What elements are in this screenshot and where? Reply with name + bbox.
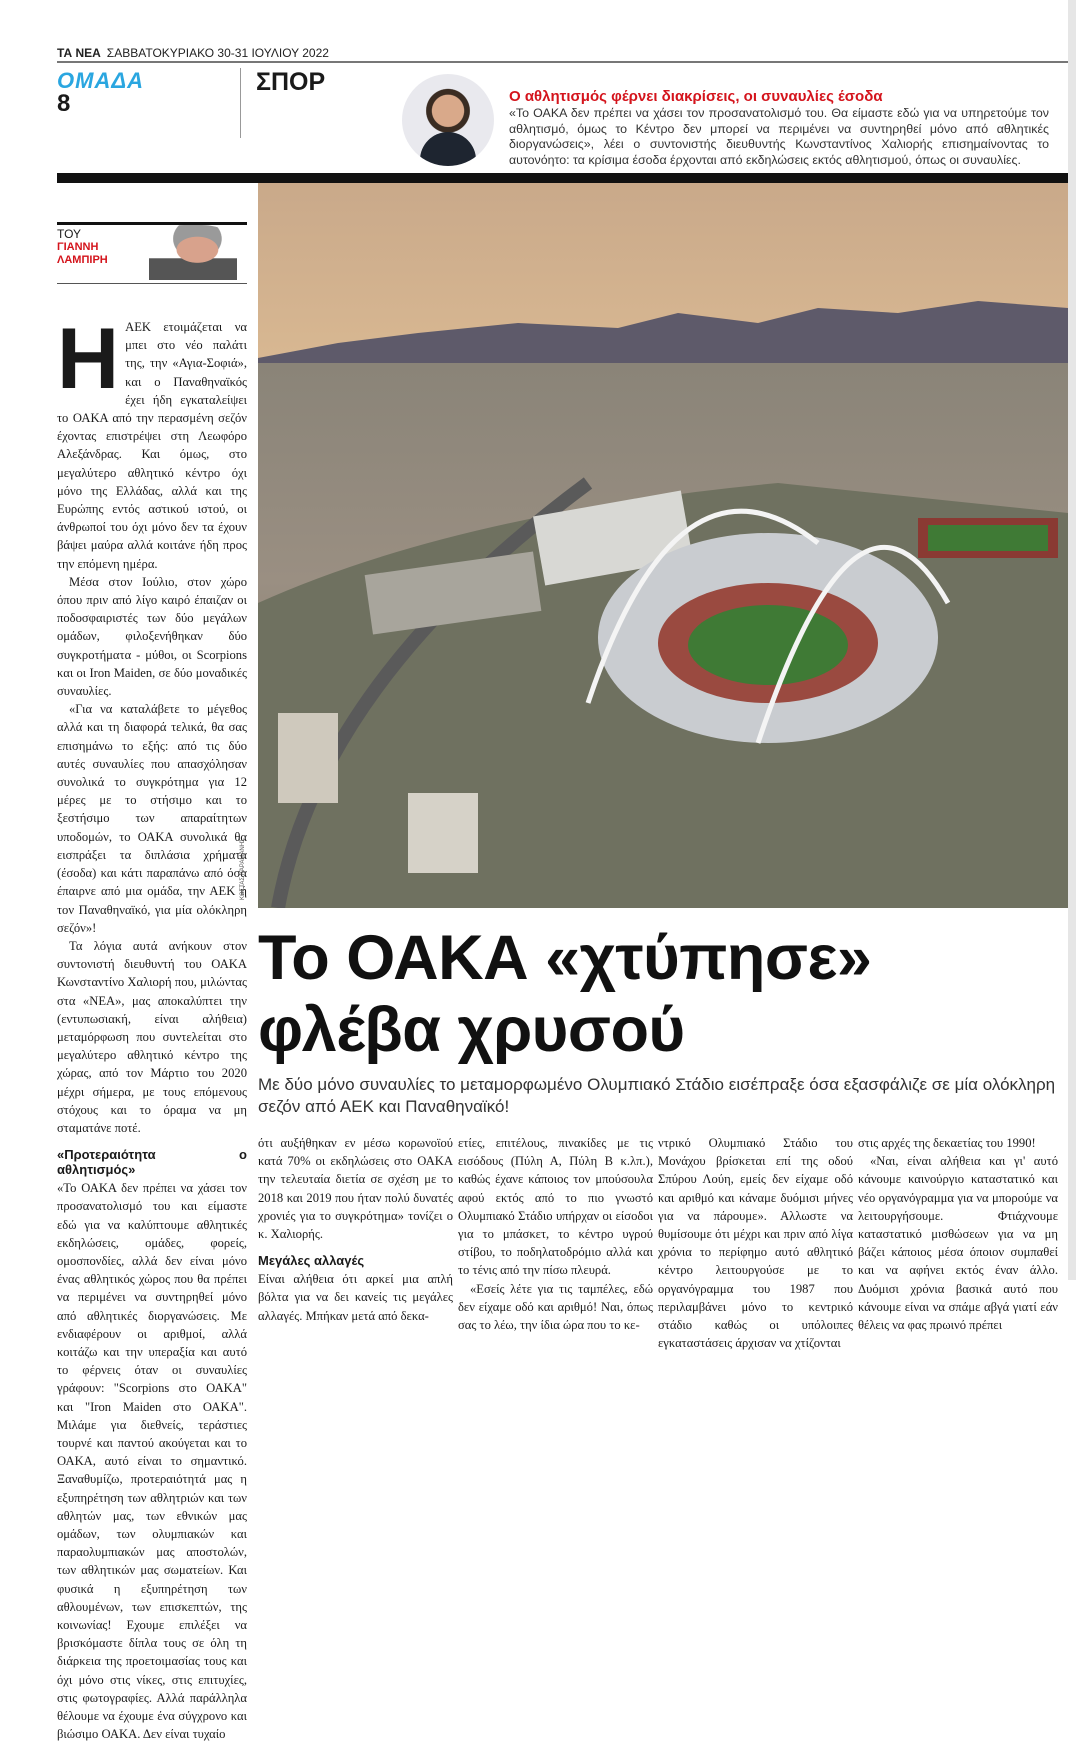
article-column-4	[658, 1134, 853, 1352]
divider	[57, 61, 1068, 63]
subtitle: Με δύο μόνο συναυλίες το μεταμορφωμένο Ολυμπιακό Στάδιο εισέπραξε όσα εξασφάλιζε σε μία ολόκληρη σεζόν από ΑΕΚ και Παναθηναϊκό!	[258, 1075, 1056, 1116]
pullquote-title: Ο αθλητισμός φέρνει διακρίσεις, οι συναυλίες έσοδα	[509, 88, 883, 105]
author-photo	[149, 225, 237, 280]
oaka-aerial-photo	[258, 183, 1068, 908]
subheading: Μεγάλες αλλαγές	[258, 1253, 365, 1269]
photo-illustration	[258, 183, 1068, 908]
author-name	[57, 241, 108, 267]
paragraph: «Ναι, είναι αλήθεια και γι' αυτό κάνουμε καινούργιο καταστατικό και νέο οργανόγραμμα για να μπορούμε να λειτουργήσουμε. Φτιάχνουμε καταστατικό μισθώσεων για να μη βάζει κάποιος μέσα όποιον συμπαθεί και να αφήνει εκτός έναν άλλο. Δυόμισι χρόνια βασικά αυτό που κάνουμε είναι να σπάμε αβγά γιατί εάν θέλεις να φας πρωινό πρέπει	[858, 1154, 1058, 1333]
headline-line: Το ΟΑΚΑ «χτύπησε»	[258, 923, 872, 993]
byline	[57, 222, 247, 284]
paragraph: ετίες, επιτέλους, πινακίδες με τις εισόδους (Πύλη Α, Πύλη Β κ.λπ.), καθώς έχανε κάποιος τον μπούσουλα αφού εκτός από το πιο γνωστό Ολυμπιακό Στάδιο υπήρχαν οι είσοδοι για το μπάσκετ, το κέντρο υγρού στίβου, το ποδηλατοδρόμιο αλλά και το τένις από την πίσω πλευρά.	[458, 1136, 653, 1278]
paragraph: ΑΕΚ ετοιμάζεται να μπει στο νέο παλάτι της, την «Αγια-Σοφιά», και ο Παναθηναϊκός έχει ήδη εγκαταλείψει το ΟΑΚΑ από την περασμένη σεζόν έχοντας επιστρέψει στη Λεωφόρο Αλεξάνδρας. Και όμως, στο μεγαλύτερο αθλητικό κέντρο όχι μόνο της Ελλάδας, αλλά και της Ευρώπης εντός αστικού ιστού, οι άνθρωποί του όχι μόνο δεν τα έχουν βάψει μαύρα αλλά κοιτάνε ήδη προς την επόμενη ημέρα.	[57, 320, 247, 571]
photo-credit: ΚΩΣΤΑΣ ΚΑΡΑΜΑΝΗΣ	[240, 838, 246, 900]
section-label: ΟΜΑΔΑ	[57, 68, 144, 93]
divider	[57, 173, 1068, 183]
subheading: «Προτεραιότητα ο αθλητισμός»	[57, 1147, 247, 1178]
headline	[258, 922, 871, 1066]
paragraph: Μέσα στον Ιούλιο, στον χώρο όπου πριν από λίγο καιρό έπαιζαν οι ποδοσφαιριστές των δύο μεγάλων ομάδων, φιλοξενήθηκαν δύο συγκροτήματα - μύθοι, οι Scorpions και οι Iron Maiden, σε δύο μοναδικές συναυλίες.	[57, 574, 247, 699]
paragraph: ντρικό Ολυμπιακό Στάδιο του Μονάχου βρίσκεται επί της οδού Σπύρου Λούη, εμείς δεν είχαμε οδό και αριθμό και κάναμε δυόμισι μήνες για να πάρουμε». Αλλωστε να θυμίσουμε ότι μέχρι και πριν από λίγα χρόνια το περίφημο αυτό αθλητικό κέντρο λειτουργούσε με το οργανόγραμμα του 1987 που περιλαμβάνει μόνο το κεντρικό στάδιο καθώς οι υπόλοιπες εγκαταστάσεις άρχισαν να χτίζονται	[658, 1136, 853, 1351]
masthead	[57, 46, 329, 60]
paragraph: Είναι αλήθεια ότι αρκεί μια απλή βόλτα για να δει κανείς τις μεγάλες αλλαγές. Μπήκαν μετά από δεκα-	[258, 1272, 453, 1323]
article-column-1	[57, 311, 247, 1743]
paper-name: ΤΑ ΝΕΑ	[57, 46, 101, 60]
author-first-name: ΓΙΑΝΝΗ	[57, 241, 99, 253]
page-number: 8	[57, 90, 71, 117]
article-column-2	[258, 1134, 453, 1325]
divider	[240, 68, 241, 138]
paragraph: «Εσείς λέτε για τις ταμπέλες, εδώ δεν είχαμε οδό και αριθμό! Ναι, όπως σας το λέω, την ίδια ώρα που το κε-	[458, 1281, 653, 1333]
page-edge	[1068, 0, 1076, 1280]
paragraph: Τα λόγια αυτά ανήκουν στον συντονιστή διευθυντή του ΟΑΚΑ Κωνσταντίνο Χαλιορή που, μιλώντας στα «ΝΕΑ», μας αποκαλύπτει την (εντυπωσιακή, είναι αλήθεια) μεταμόρφωση που συντελείται στο μεγαλύτερο αθλητικό κέντρο της χώρας, από τον Μάρτιο του 2020 μέχρι σήμερα, με τους επόμενους στόχους και το όραμα να μη σταματάνε ποτέ.	[57, 938, 247, 1135]
section-name: ΣΠΟΡ	[256, 68, 326, 96]
paragraph: «Για να καταλάβετε το μέγεθος αλλά και τη διαφορά τελικά, θα σας επισημάνω το εξής: από τις δύο αυτές συναυλίες που απασχόλησαν συνολικά το συγκρότημα για 12 μέρες με το στήσιμο και το ξεστήσιμο των απαραίτητων υποδομών, το ΟΑΚΑ συνολικά θα εισπράξει τα διπλάσια χρήματα (έσοδα) και κάτι παραπάνω από όσα έπαιρνε από μια ομάδα, την ΑΕΚ ή τον Παναθηναϊκό, για μία ολόκληρη σεζόν»!	[57, 702, 247, 935]
paragraph: ότι αυξήθηκαν εν μέσω κορωνοϊού κατά 70% οι εκδηλώσεις στο ΟΑΚΑ την τελευταία διετία σε σχέση με το 2018 και 2019 που ήταν πολύ δυνατές χρονιές για το συγκρότημα» τονίζει ο κ. Χαλιορής.	[258, 1136, 453, 1242]
byline-prefix: ΤΟΥ	[57, 227, 82, 241]
drop-cap: Η	[57, 311, 120, 407]
author-last-name: ΛΑΜΠΙΡΗ	[57, 254, 108, 266]
pullquote-text: «Το ΟΑΚΑ δεν πρέπει να χάσει τον προσανατολισμό του. Θα είμαστε εδώ για να υπηρετούμε τον αθλητισμό, όμως το Κέντρο δεν μπορεί να περιμένει να συντηρηθεί μόνο από αθλητικές διοργανώσεις», λέει ο συντονιστής διευθυντής Κωνσταντίνος Χαλιορής επισημαίνοντας το αυτονόητο: τα κρίσιμα έσοδα έρχονται από εκδηλώσεις εκτός αθλητισμού, όπως οι συναυλίες.	[509, 106, 1049, 167]
issue-date: ΣΑΒΒΑΤΟΚΥΡΙΑΚΟ 30-31 ΙΟΥΛΙΟΥ 2022	[106, 46, 329, 60]
interviewee-photo	[402, 74, 494, 166]
article-column-5	[858, 1134, 1058, 1334]
paragraph: «Το ΟΑΚΑ δεν πρέπει να χάσει τον προσανατολισμό του και είμαστε εδώ για να καλύπτουμε αθλητικές εκδηλώσεις, ομάδες, φορείς, ομοσπονδίες, αλλά δεν είναι μόνο ένας αθλητικός χώρος που θα πρέπει να περιμένει να συντηρηθεί μόνο από αθλητικές διοργανώσεις. Με ενδιαφέρουν οι αριθμοί, αλλά κοιτάζω και την υπεραξία και αυτό το φέρνεις όταν οι συναυλίες γράφουν: "Scorpions στο ΟΑΚΑ" και "Iron Maiden στο ΟΑΚΑ". Μιλάμε για διεθνείς, τεράστιες τουρνέ και παντού ακούγεται και το ΟΑΚΑ, αυτό είναι το σημαντικό. Ξαναθυμίζω, προτεραιότητά μας η εξυπηρέτηση των αθλητριών και των αθλητών μας, των εθνικών μας ομάδων, των ολυμπιακών και παραολυμπιακών μας αποστολών, των αθλητικών μας σωματείων. Και φυσικά η εξυπηρέτηση των αθλουμένων, των επισκεπτών, της κοινωνίας! Εχουμε επιλέξει να βρισκόμαστε δίπλα τους σε όλη τη διάρκεια της προετοιμασίας τους και όχι μόνο στις νίκες, στις επιτυχίες, στις φωτογραφίες. Αλλά παράλληλα θέλουμε να έχουμε ένα σύγχρονο και βιώσιμο ΟΑΚΑ. Δεν είναι τυχαίο	[57, 1181, 247, 1742]
headline-line: φλέβα χρυσού	[258, 995, 685, 1065]
article-column-3	[458, 1134, 653, 1334]
paragraph: στις αρχές της δεκαετίας του 1990!	[858, 1136, 1036, 1150]
